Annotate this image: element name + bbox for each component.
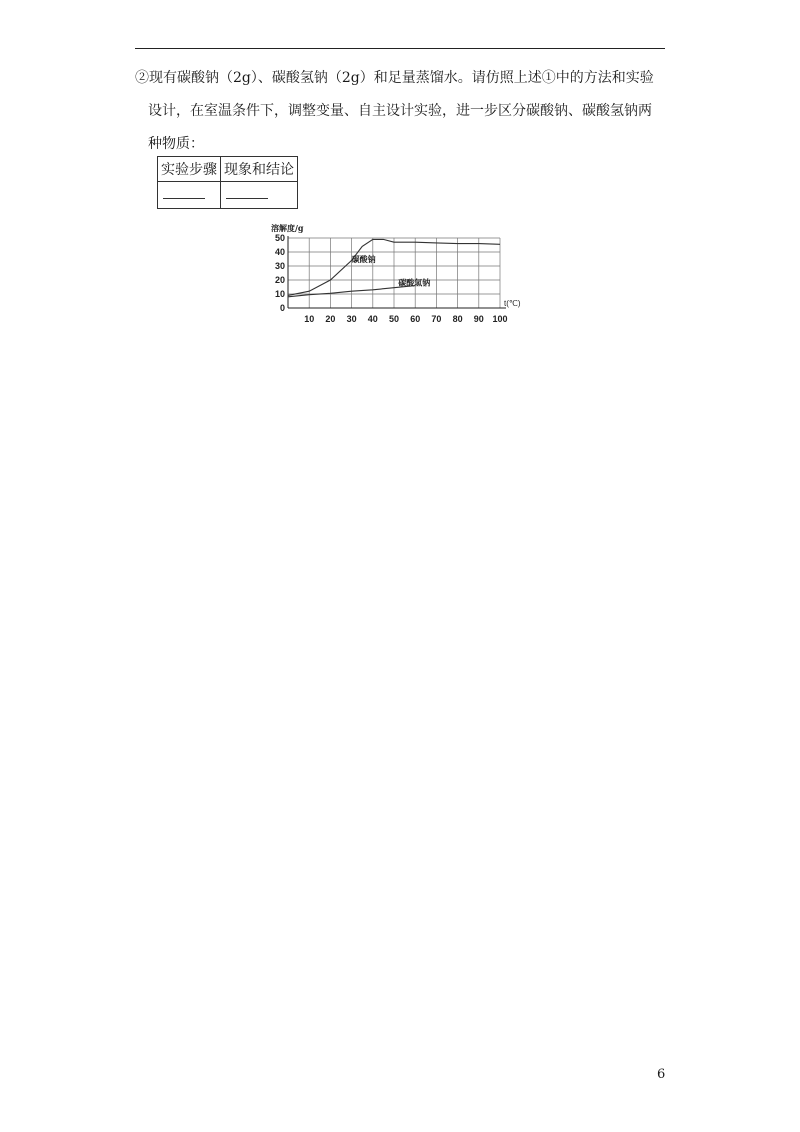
x-tick-label: 70 bbox=[431, 314, 442, 324]
solubility-chart bbox=[268, 218, 530, 330]
y-tick-label: 30 bbox=[274, 261, 285, 271]
table-header-cell: 实验步骤 bbox=[158, 157, 221, 182]
y-axis-label: 溶解度/g bbox=[271, 223, 304, 233]
y-tick-label: 10 bbox=[274, 289, 285, 299]
experiment-table bbox=[157, 156, 298, 209]
x-tick-label: 100 bbox=[492, 314, 508, 324]
paragraph-line: 种物质： bbox=[148, 136, 204, 152]
x-tick-label: 60 bbox=[410, 314, 421, 324]
series-label: 碳酸钠 bbox=[351, 253, 376, 264]
paragraph-line: 设计，在室温条件下，调整变量、自主设计实验，进一步区分碳酸钠、碳酸氢钠两 bbox=[148, 103, 652, 119]
x-tick-label: 90 bbox=[473, 314, 484, 324]
y-tick-label: 40 bbox=[274, 247, 285, 257]
table-row bbox=[158, 182, 298, 209]
x-tick-label: 20 bbox=[325, 314, 336, 324]
answer-blank[interactable] bbox=[221, 182, 298, 209]
x-tick-label: 50 bbox=[388, 314, 400, 324]
y-tick-label: 20 bbox=[274, 275, 285, 285]
question-paragraph bbox=[135, 62, 675, 161]
x-tick-label: 30 bbox=[346, 314, 357, 324]
answer-blank[interactable] bbox=[158, 182, 221, 209]
y-tick-label: 0 bbox=[279, 303, 285, 313]
series-label: 碳酸氢钠 bbox=[398, 277, 431, 288]
x-tick-label: 40 bbox=[367, 314, 378, 324]
x-tick-label: 10 bbox=[304, 314, 315, 324]
table-header-cell: 现象和结论 bbox=[221, 157, 298, 182]
header-rule bbox=[135, 48, 665, 49]
paragraph-line: ②现有碳酸钠（2g）、碳酸氢钠（2g）和足量蒸馏水。请仿照上述①中的方法和实验 bbox=[135, 70, 654, 86]
table-header-row bbox=[158, 157, 298, 182]
page-number: 6 bbox=[657, 1067, 666, 1082]
x-axis-label: t(℃) bbox=[504, 299, 521, 308]
x-tick-label: 80 bbox=[452, 314, 463, 324]
y-tick-label: 50 bbox=[274, 233, 285, 243]
